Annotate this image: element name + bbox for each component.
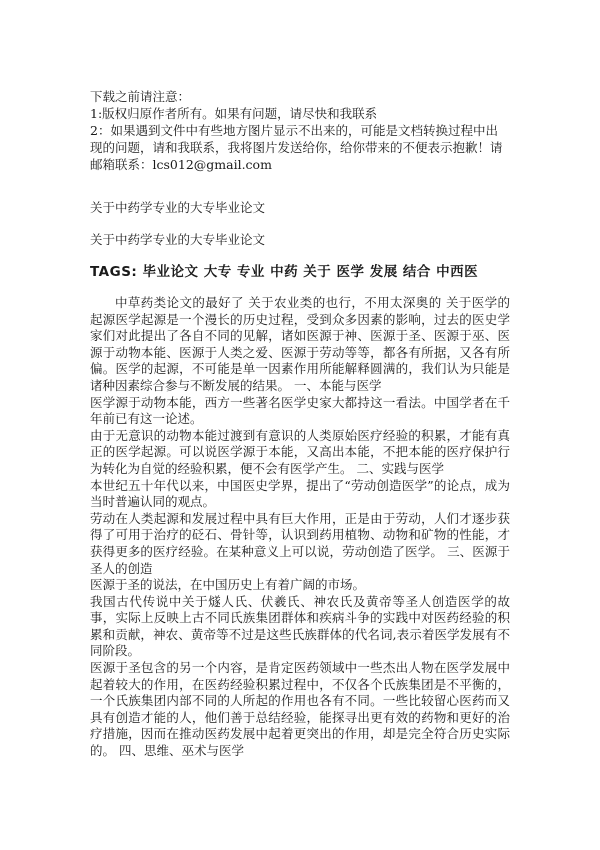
paragraph: 医源于圣的说法，在中国历史上有着广阔的市场。 [90, 577, 366, 593]
paragraph: 由于无意识的动物本能过渡到有意识的人类原始医疗经验的积累，才能有真正的医学起源。可以说医学源于本能，又高出本能，不把本能的医疗保护行为转化为自觉的经验积累，便不会有医学产生。 二、实践与医学 [90, 427, 510, 476]
notice-heading: 下载之前请注意： [90, 89, 191, 104]
paragraph: 劳动在人类起源和发展过程中具有巨大作用，正是由于劳动，人们才逐步获得了可用于治疗的砭石、骨针等，认识到药用植物、动物和矿物的性能，才获得更多的医疗经验。在某种意义上可以说，劳动创造了医学。 三、医源于圣人的创造 [90, 510, 510, 576]
notice-line-2: 2：如果遇到文件中有些地方图片显示不出来的，可能是文档转换过程中出现的问题，请和我联系，我将图片发送给你，给你带来的不便表示抱歉！请邮箱联系：lcs012@gmail.com [90, 123, 503, 172]
document-subtitle: 关于中药学专业的大专毕业论文 [90, 232, 266, 247]
article-body [90, 295, 510, 760]
paragraph: 本世纪五十年代以来，中国医史学界，提出了“劳动创造医学”的论点，成为当时普遍认同的观点。 [90, 477, 510, 510]
paragraph: 医源于圣包含的另一个内容，是肯定医药领域中一些杰出人物在医学发展中起着较大的作用，在医药经验积累过程中，不仅各个氏族集团是不平衡的，一个氏族集团内部不同的人所起的作用也各有不同。一些比较留心医药而又具有创造才能的人，他们善于总结经验，能探寻出更有效的药物和更好的治疗措施，因而在推动医药发展中起着更突出的作用，却是完全符合历史实际的。 四、思维、巫术与医学 [90, 660, 510, 759]
paragraph: 我国古代传说中关于燧人氏、伏羲氏、神农氏及黄帝等圣人创造医学的故事，实际上反映上古不同氏族集团群体和疾病斗争的实践中对医药经验的积累和贡献，神农、黄帝等不过是这些氏族群体的代名词,表示着医学发展有不同阶段。 [90, 593, 510, 659]
notice-line-1: 1:版权归原作者所有。如果有问题，请尽快和我联系 [90, 106, 378, 121]
document-page [90, 88, 510, 760]
paragraph: 医学源于动物本能，西方一些著名医学史家大都持这一看法。中国学者在千年前已有这一论述。 [90, 394, 510, 427]
document-title: 关于中药学专业的大专毕业论文 [90, 200, 266, 215]
tags-line: TAGS: 毕业论文 大专 专业 中药 关于 医学 发展 结合 中西医 [90, 264, 479, 280]
download-notice [90, 88, 510, 173]
paragraph: 中草药类论文的最好了 关于农业类的也行，不用太深奥的 关于医学的起源医学起源是一个漫长的历史过程，受到众多因素的影响，过去的医史学家们对此提出了各自不同的见解，诸如医源于神、医源于圣、医源于巫、医源于动物本能、医源于人类之爱、医源于劳动等等，都各有所据，又各有所偏。医学的起源，不可能是单一因素作用所能解释圆满的，我们认为只能是诸种因素综合参与不断发展的结果。 一、本能与医学 [90, 295, 510, 393]
